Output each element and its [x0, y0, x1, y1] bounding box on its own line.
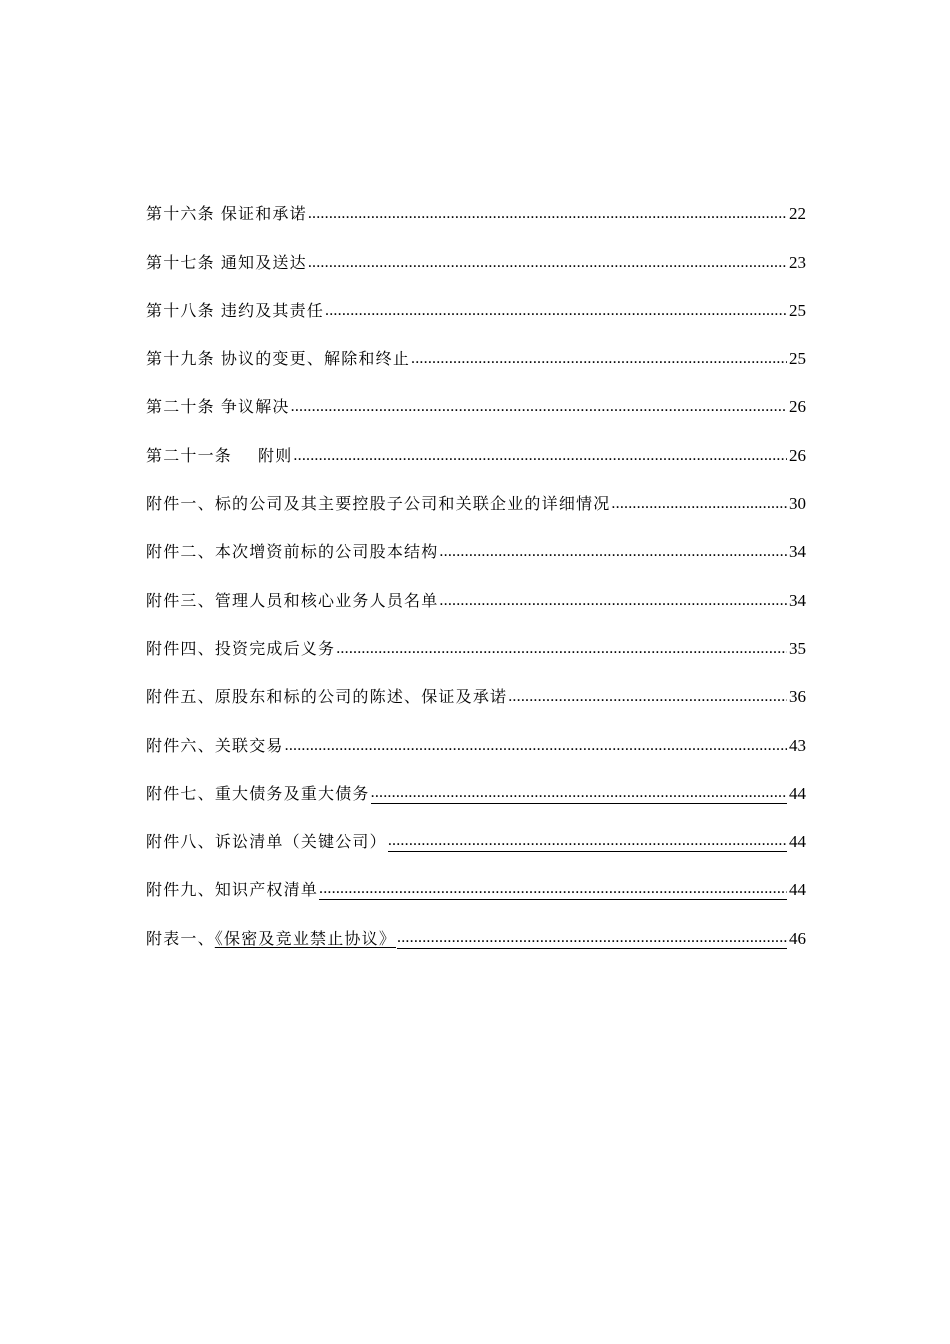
toc-entry-20[interactable]: [146, 389, 806, 437]
toc-entry-text: 附则: [258, 445, 293, 465]
toc-dot-leader: [411, 349, 787, 369]
toc-entry-title: [146, 736, 284, 756]
toc-dot-leader: [439, 591, 787, 611]
toc-dot-leader: [291, 397, 787, 417]
toc-dot-leader: [439, 542, 787, 562]
toc-entry-appendix-5[interactable]: [146, 679, 806, 727]
toc-page-number: 44: [789, 783, 806, 803]
toc-entry-text: 管理人员和核心业务人员名单: [214, 590, 439, 610]
toc-page-number: 44: [789, 832, 806, 852]
toc-entry-text: 重大债务及重大债务: [214, 783, 370, 803]
toc-dot-leader: [308, 204, 787, 224]
toc-entry-prefix: 附件七、: [146, 783, 215, 803]
toc-page-number: 23: [789, 252, 806, 272]
toc-entry-prefix: 附件五、: [146, 687, 215, 707]
toc-entry-title: [146, 542, 438, 562]
toc-dot-leader: [336, 639, 787, 659]
toc-entry-21[interactable]: [146, 437, 806, 485]
toc-entry-17[interactable]: [146, 244, 806, 292]
toc-entry-title: [146, 687, 507, 707]
toc-entry-title: [146, 204, 307, 224]
toc-entry-18[interactable]: [146, 293, 806, 341]
toc-entry-appendix-8[interactable]: [146, 824, 806, 872]
toc-entry-text: 诉讼清单（关键公司）: [214, 832, 387, 852]
toc-dot-leader: [325, 301, 787, 321]
toc-entry-appendix-7[interactable]: [146, 776, 806, 824]
toc-entry-appendix-1[interactable]: [146, 486, 806, 534]
toc-page-number: 30: [789, 494, 806, 514]
table-of-contents: [146, 196, 806, 969]
toc-dot-leader: [308, 253, 787, 273]
toc-page-number: 43: [789, 735, 806, 755]
toc-entry-text: 关联交易: [214, 735, 284, 755]
toc-entry-title: [146, 253, 307, 273]
toc-dot-leader: [319, 881, 787, 900]
toc-entry-prefix: 附表一、: [146, 928, 215, 948]
toc-entry-title: [146, 880, 318, 900]
toc-entry-prefix: 第二十一条: [146, 445, 233, 465]
toc-entry-text: 知识产权清单: [214, 880, 319, 900]
toc-entry-text: 原股东和标的公司的陈述、保证及承诺: [214, 687, 508, 707]
toc-entry-appendix-9[interactable]: [146, 872, 806, 920]
toc-page-number: 35: [789, 638, 806, 658]
toc-entry-title: [146, 446, 292, 466]
toc-entry-prefix: 附件四、: [146, 638, 215, 658]
toc-entry-title: [146, 929, 396, 949]
toc-page-number: 46: [789, 928, 806, 948]
toc-entry-prefix: 附件三、: [146, 590, 215, 610]
toc-page-number: 25: [789, 300, 806, 320]
toc-entry-text: 标的公司及其主要控股子公司和关联企业的详细情况: [214, 494, 611, 514]
toc-page-number: 26: [789, 397, 806, 417]
toc-entry-text: 投资完成后义务: [214, 638, 336, 658]
toc-entry-schedule-1[interactable]: [146, 920, 806, 968]
toc-entry-title: [146, 397, 290, 417]
toc-page-number: 26: [789, 445, 806, 465]
toc-page-number: 25: [789, 349, 806, 369]
toc-dot-leader: [388, 833, 787, 852]
toc-dot-leader: [371, 785, 787, 804]
toc-entry-title: [146, 639, 335, 659]
toc-entry-prefix: 第十七条: [146, 252, 215, 272]
toc-entry-title: [146, 301, 324, 321]
toc-dot-leader: [611, 494, 787, 514]
toc-entry-title: [146, 591, 438, 611]
toc-entry-prefix: 附件九、: [146, 880, 215, 900]
toc-entry-prefix: 附件八、: [146, 832, 215, 852]
toc-entry-title: [146, 832, 387, 852]
toc-entry-prefix: 第十八条: [146, 300, 215, 320]
toc-entry-title: [146, 349, 410, 369]
toc-dot-leader: [508, 687, 787, 707]
toc-entry-title: [146, 494, 610, 514]
toc-entry-prefix: 第二十条: [146, 397, 215, 417]
toc-dot-leader: [293, 446, 787, 466]
toc-entry-prefix: 附件六、: [146, 735, 215, 755]
toc-entry-text: 通知及送达: [220, 252, 307, 272]
toc-entry-title: [146, 784, 370, 804]
toc-entry-text: 协议的变更、解除和终止: [220, 349, 411, 369]
toc-dot-leader: [285, 736, 787, 756]
toc-entry-text: 违约及其责任: [220, 300, 325, 320]
toc-entry-prefix: 第十六条: [146, 204, 215, 224]
toc-entry-16[interactable]: [146, 196, 806, 244]
toc-entry-prefix: 第十九条: [146, 349, 215, 369]
toc-entry-appendix-6[interactable]: [146, 727, 806, 775]
toc-entry-appendix-2[interactable]: [146, 534, 806, 582]
toc-entry-text: 争议解决: [220, 397, 290, 417]
toc-entry-19[interactable]: [146, 341, 806, 389]
toc-page-number: 36: [789, 687, 806, 707]
toc-entry-text: 保证和承诺: [220, 204, 307, 224]
toc-dot-leader: [397, 930, 787, 949]
toc-page-number: 44: [789, 880, 806, 900]
toc-entry-text: 《保密及竞业禁止协议》: [214, 928, 397, 948]
toc-page-number: 34: [789, 590, 806, 610]
toc-page-number: 34: [789, 542, 806, 562]
toc-entry-prefix: 附件二、: [146, 542, 215, 562]
toc-entry-appendix-3[interactable]: [146, 582, 806, 630]
toc-page-number: 22: [789, 204, 806, 224]
toc-entry-prefix: 附件一、: [146, 494, 215, 514]
toc-entry-appendix-4[interactable]: [146, 631, 806, 679]
toc-entry-text: 本次增资前标的公司股本结构: [214, 542, 439, 562]
